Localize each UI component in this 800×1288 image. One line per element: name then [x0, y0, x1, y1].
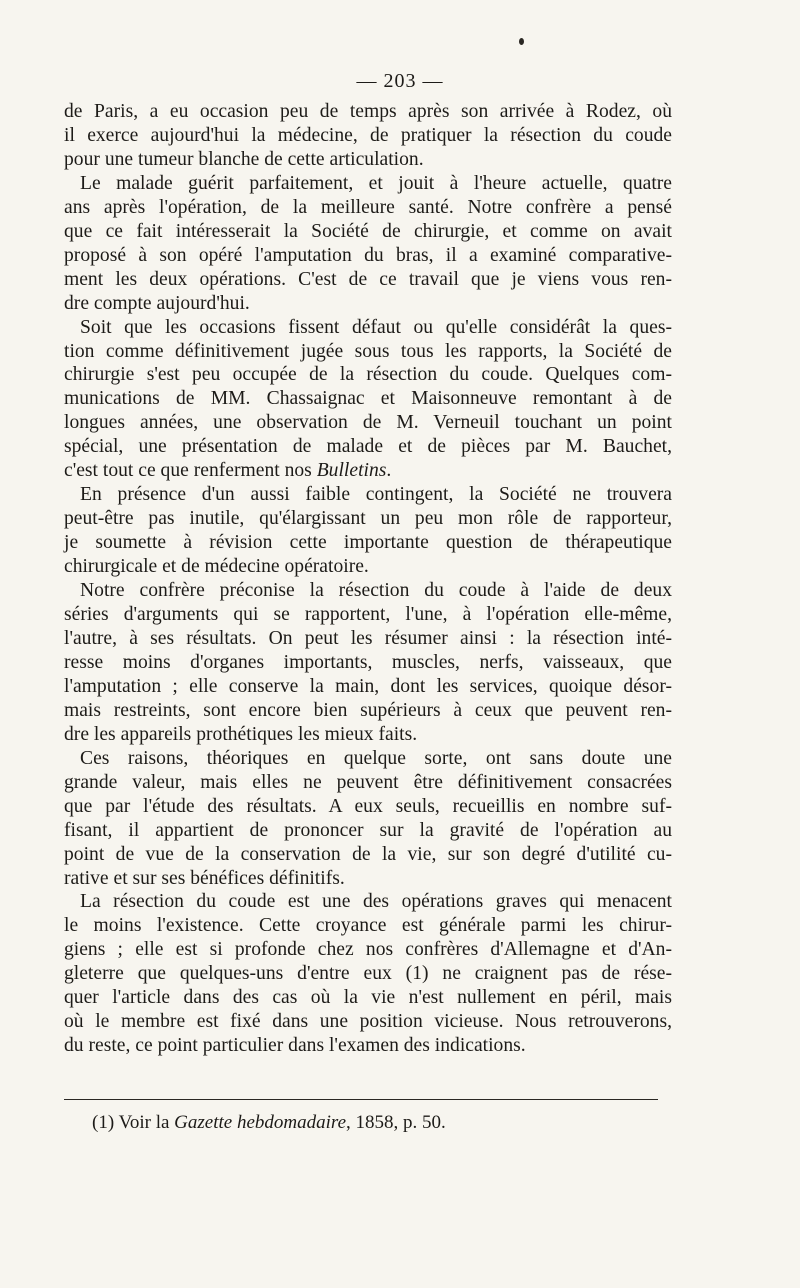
- text-line: Soit que les occasions fissent défaut ou qu'elle considérât la ques-: [80, 316, 672, 338]
- text-line: pour une tumeur blanche de cette articulation.: [64, 148, 424, 170]
- text-line: Ces raisons, théoriques en quelque sorte, ont sans doute une: [80, 747, 672, 769]
- text-line: longues années, une observation de M. Verneuil touchant un point: [64, 412, 672, 434]
- text-line: de Paris, a eu occasion peu de temps après son arrivée à Rodez, où: [64, 101, 672, 122]
- text-line: séries d'arguments qui se rapportent, l'une, à l'opération elle-même,: [64, 604, 672, 626]
- text-line: il exerce aujourd'hui la médecine, de pratiquer la résection du coude: [64, 124, 672, 146]
- text-line: grande valeur, mais elles ne peuvent être définitivement consacrées: [64, 771, 672, 793]
- footnote-prefix: Voir la: [118, 1112, 170, 1133]
- text-line: du reste, ce point particulier dans l'examen des indications.: [64, 1035, 526, 1057]
- ink-speck: [519, 38, 524, 45]
- text-line: ment les deux opérations. C'est de ce travail que je viens vous ren-: [64, 268, 672, 290]
- footnote-rule: [64, 1099, 658, 1100]
- text-line: Notre confrère préconise la résection du coude à l'aide de deux: [80, 580, 672, 602]
- text-line: munications de MM. Chassaignac et Maisonneuve remontant à de: [64, 388, 672, 410]
- text-line: dre les appareils prothétiques les mieux faits.: [64, 723, 418, 745]
- text-line: giens ; elle est si profonde chez nos confrères d'Allemagne et d'An-: [64, 939, 672, 961]
- text-line: dre compte aujourd'hui.: [64, 292, 250, 314]
- text-line: mais restreints, sont encore bien supérieurs à ceux que peuvent ren-: [64, 699, 672, 721]
- text-line: Le malade guérit parfaitement, et jouit à l'heure actuelle, quatre: [80, 172, 672, 194]
- text-line: gleterre que quelques-uns d'entre eux (1) ne craignent pas de rése-: [64, 963, 672, 985]
- text-line-with-italic: [64, 459, 672, 483]
- text-line: proposé à son opéré l'amputation du bras, il a examiné comparative-: [64, 244, 672, 266]
- paragraph-1: [64, 100, 672, 172]
- italic-word: Bulletins: [316, 460, 387, 482]
- paragraph-7: [64, 890, 672, 1058]
- text-line: quer l'article dans des cas où la vie n'est nullement en péril, mais: [64, 987, 672, 1009]
- paragraph-3: [64, 316, 672, 484]
- body-text: [64, 100, 672, 1058]
- paragraph-6: [64, 747, 672, 891]
- footnote-marker: (1): [92, 1112, 115, 1133]
- paragraph-5: [64, 579, 672, 747]
- footnote: [92, 1112, 446, 1134]
- text-segment: .: [386, 460, 392, 482]
- text-line: que par l'étude des résultats. A eux seuls, recueillis en nombre suf-: [64, 795, 672, 817]
- text-line: rative et sur ses bénéfices définitifs.: [64, 867, 345, 889]
- text-line: que ce fait intéresserait la Société de chirurgie, et comme on avait: [64, 220, 672, 242]
- text-line: chirurgicale et de médecine opératoire.: [64, 556, 369, 578]
- text-line: l'amputation ; elle conserve la main, dont les services, quoique désor-: [64, 675, 672, 697]
- text-line: peut-être pas inutile, qu'élargissant un peu mon rôle de rapporteur,: [64, 508, 672, 530]
- paragraph-2: [64, 172, 672, 316]
- text-segment: c'est tout ce que renferment nos: [64, 460, 317, 482]
- text-line: l'autre, à ses résultats. On peut les résumer ainsi : la résection inté-: [64, 627, 672, 649]
- text-line: où le membre est fixé dans une position vicieuse. Nous retrouverons,: [64, 1011, 672, 1033]
- text-line: spécial, une présentation de malade et de pièces par M. Bauchet,: [64, 436, 672, 458]
- text-line: ans après l'opération, de la meilleure santé. Notre confrère a pensé: [64, 196, 672, 218]
- paragraph-4: [64, 483, 672, 579]
- text-line: fisant, il appartient de prononcer sur la gravité de l'opération au: [64, 819, 672, 841]
- text-line: chirurgie s'est peu occupée de la résection du coude. Quelques com-: [64, 364, 672, 386]
- text-line: tion comme définitivement jugée sous tous les rapports, la Société de: [64, 340, 672, 362]
- footnote-work-title: Gazette hebdomadaire: [174, 1112, 347, 1133]
- text-line: La résection du coude est une des opérations graves qui menacent: [80, 891, 672, 913]
- text-line: En présence d'un aussi faible contingent, la Société ne trouvera: [80, 484, 672, 506]
- text-line: resse moins d'organes importants, muscles, nerfs, vaisseaux, que: [64, 651, 672, 673]
- footnote-suffix: , 1858, p. 50.: [346, 1112, 446, 1133]
- page-number: — 203 —: [356, 70, 444, 92]
- text-line: point de vue de la conservation de la vie, sur son degré d'utilité cu-: [64, 843, 672, 865]
- text-line: je soumette à révision cette importante question de thérapeutique: [64, 532, 672, 554]
- text-line: le moins l'existence. Cette croyance est générale parmi les chirur-: [64, 915, 672, 937]
